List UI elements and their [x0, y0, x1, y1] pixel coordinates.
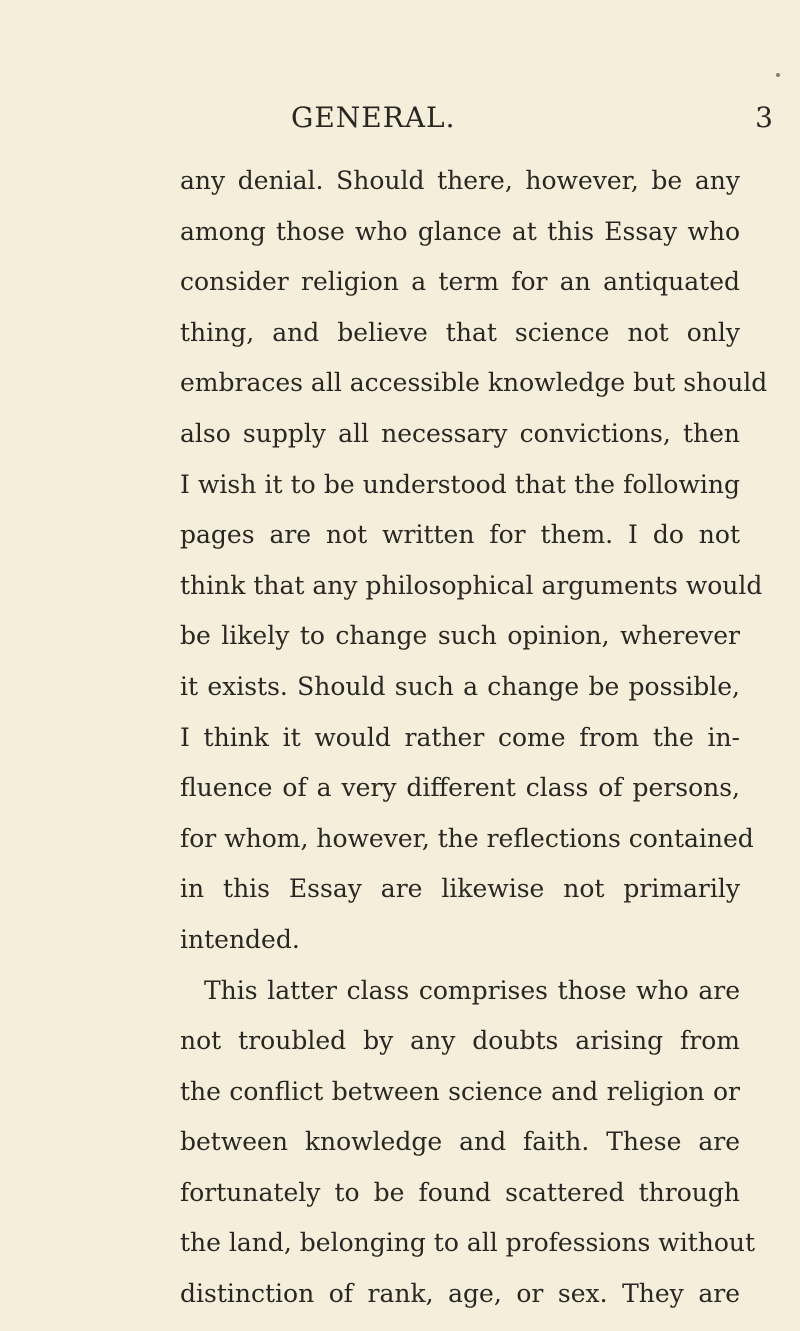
text-line: intended.: [180, 924, 300, 954]
text-line: among those who glance at this Essay who: [180, 216, 740, 246]
text-line: be likely to change such opinion, wherever: [180, 621, 740, 651]
paper-speck: [776, 73, 780, 77]
text-line: consider religion a term for an antiquated: [180, 267, 740, 297]
text-line: embraces all accessible knowledge but should: [180, 368, 768, 398]
text-line: it exists. Should such a change be possible,: [180, 671, 740, 701]
text-line: fortunately to be found scattered through: [180, 1177, 740, 1207]
running-head: [180, 98, 773, 138]
text-line: in this Essay are likewise not primarily: [180, 874, 740, 904]
text-line: think that any philosophical arguments would: [180, 570, 763, 600]
running-title: GENERAL.: [291, 101, 456, 134]
text-line: the conflict between science and religion or: [180, 1076, 740, 1106]
text-line: the land, belonging to all professions without: [180, 1228, 756, 1258]
text-line: thing, and believe that science not only: [180, 317, 740, 347]
text-line: for whom, however, the reflections contained: [180, 823, 754, 853]
text-line: This latter class comprises those who are: [204, 975, 740, 1005]
text-line: fluence of a very different class of persons,: [180, 773, 740, 803]
page-number: 3: [755, 101, 773, 134]
text-line: any denial. Should there, however, be any: [180, 166, 740, 195]
text-line: distinction of rank, age, or sex. They are: [180, 1279, 740, 1309]
body-text: [180, 156, 768, 1320]
text-line: not troubled by any doubts arising from: [180, 1026, 740, 1056]
text-line: between knowledge and faith. These are: [180, 1127, 740, 1157]
text-line: I wish it to be understood that the following: [180, 469, 740, 499]
text-line: also supply all necessary convictions, then: [180, 418, 740, 448]
text-line: I think it would rather come from the in-: [180, 722, 740, 752]
text-line: pages are not written for them. I do not: [180, 520, 740, 550]
